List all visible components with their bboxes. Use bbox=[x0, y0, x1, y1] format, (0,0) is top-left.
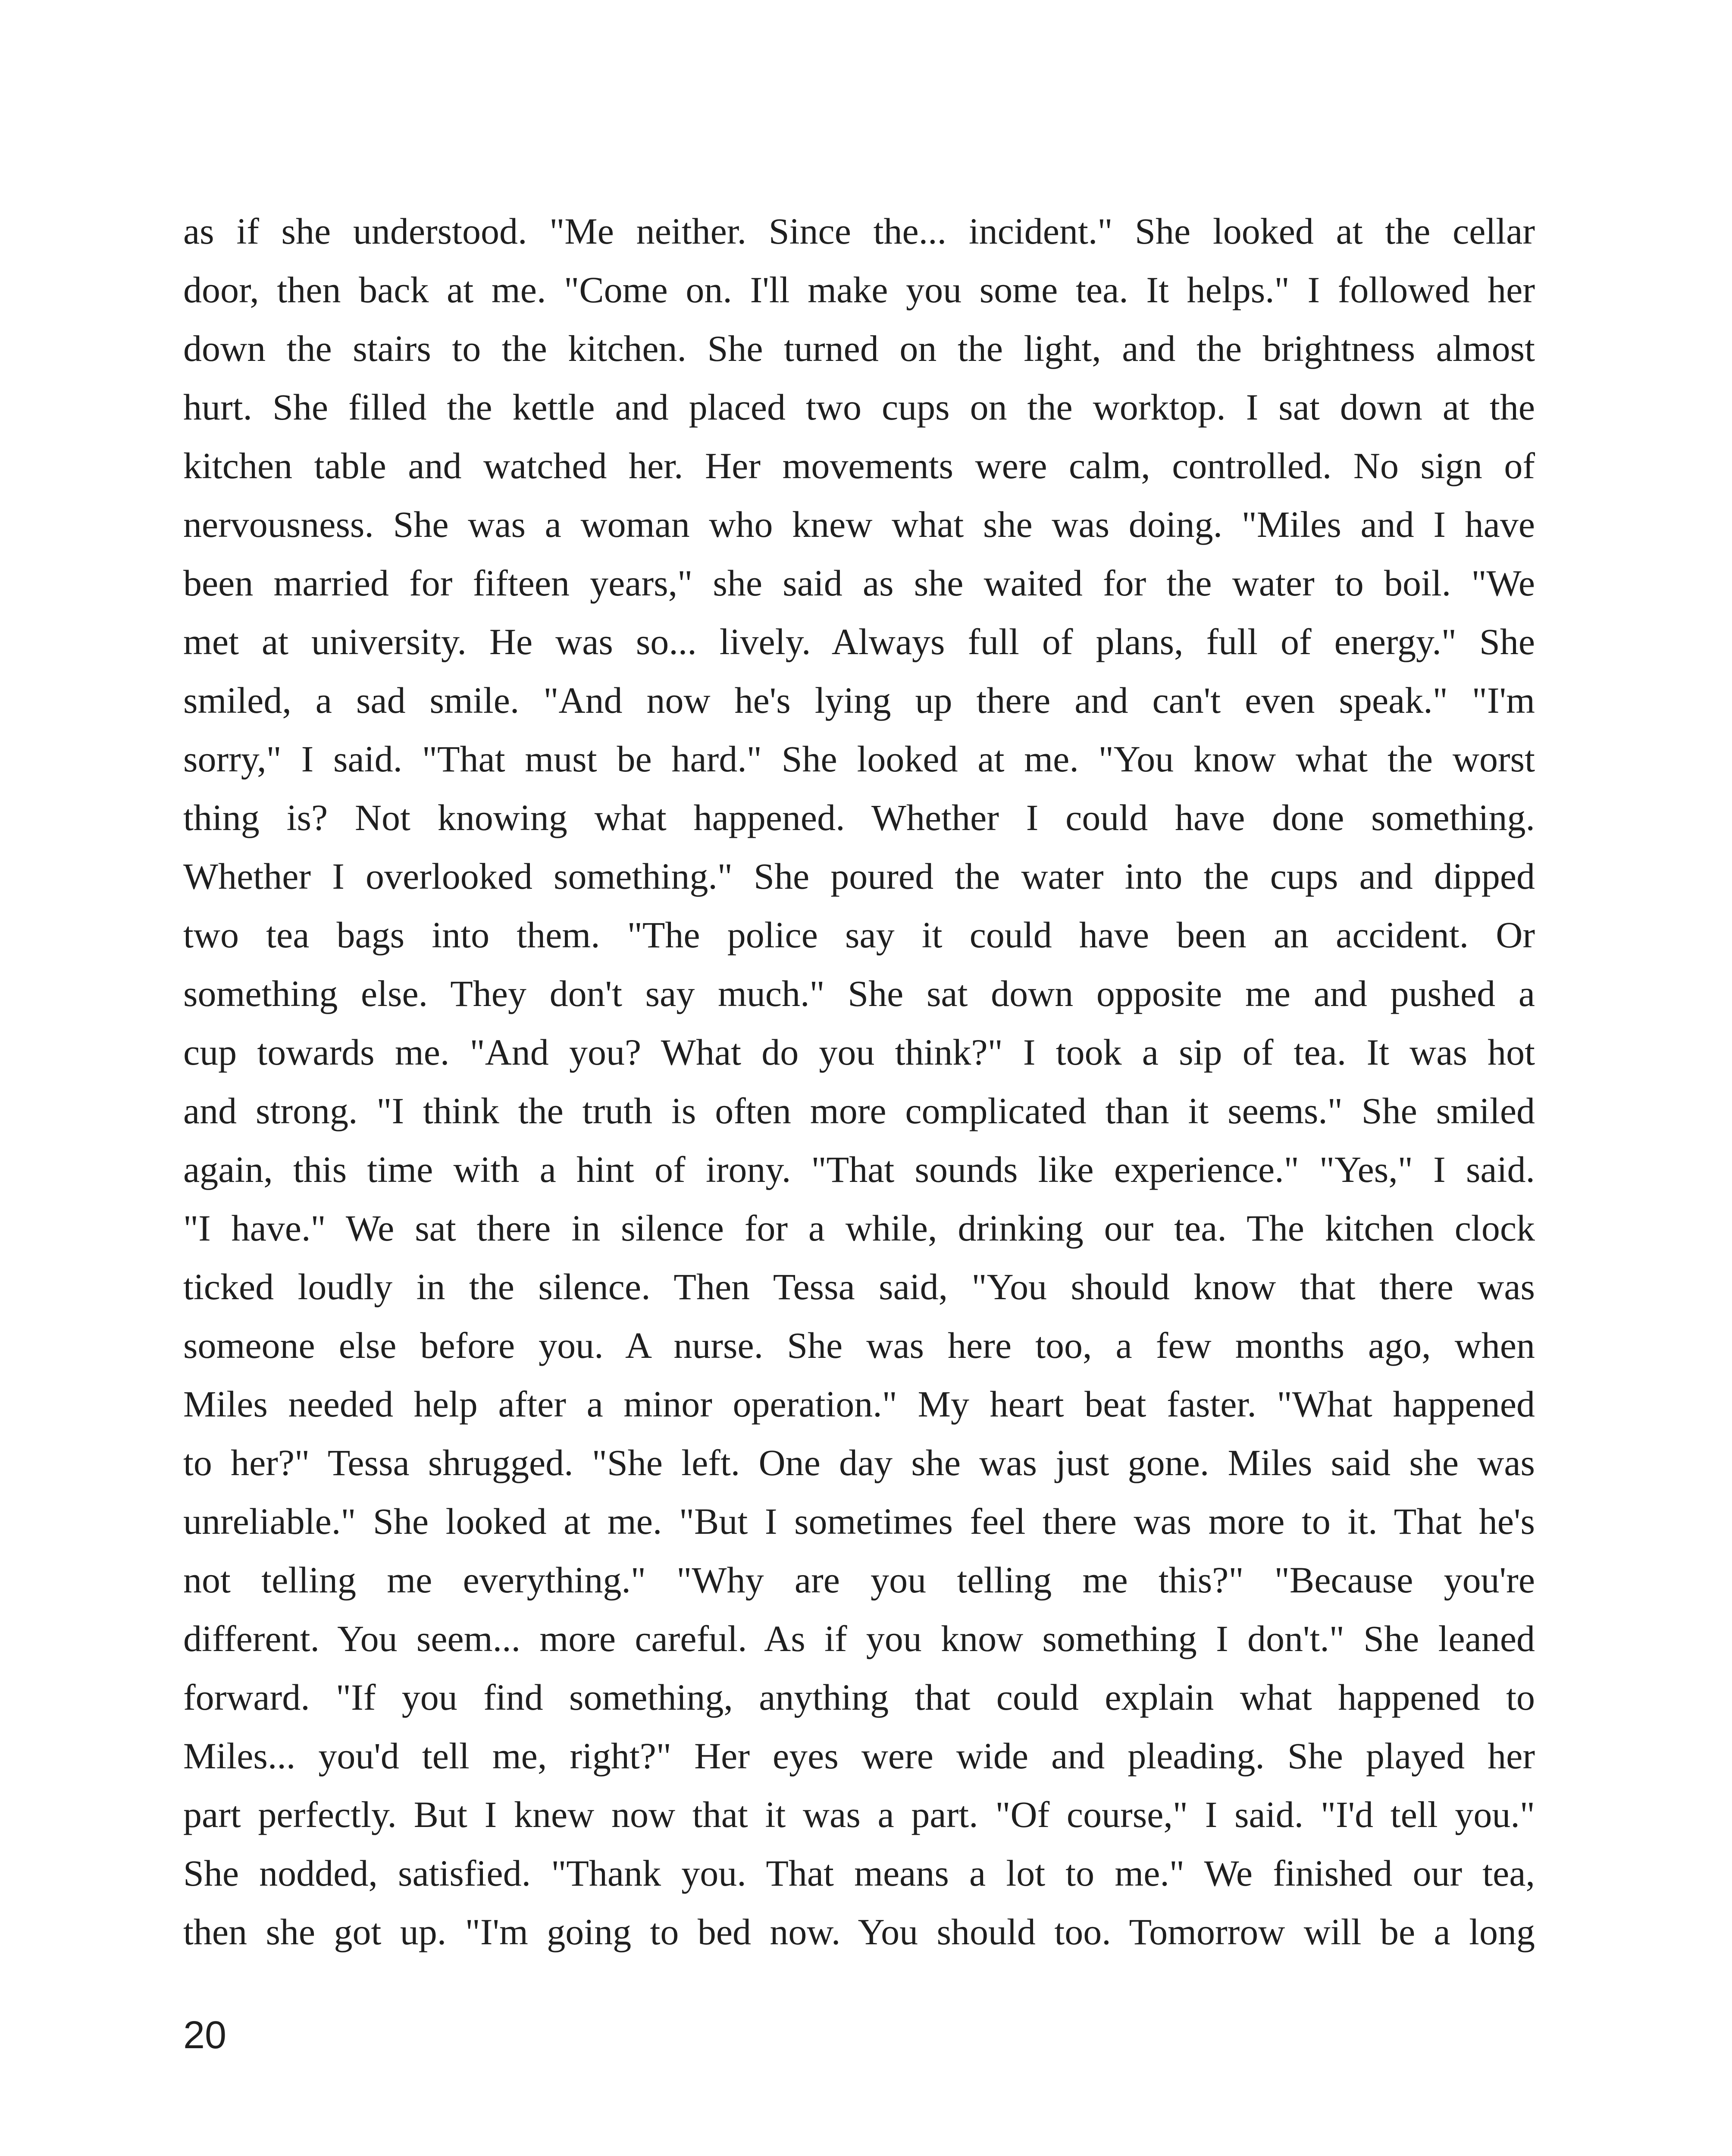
text-line: hurt. She filled the kettle and placed two cups on the worktop. I sat down at the bbox=[183, 386, 1535, 428]
text-line: something else. They don't say much." She sat down opposite me and pushed a bbox=[183, 973, 1535, 1014]
text-line: two tea bags into them. "The police say it could have been an accident. Or bbox=[183, 914, 1535, 956]
text-line: down the stairs to the kitchen. She turned on the light, and the brightness almost bbox=[183, 328, 1535, 369]
text-line: thing is? Not knowing what happened. Whether I could have done something. bbox=[183, 797, 1535, 838]
text-line: sorry," I said. "That must be hard." She looked at me. "You know what the worst bbox=[183, 738, 1535, 780]
page-number: 20 bbox=[183, 2014, 227, 2057]
text-line: part perfectly. But I knew now that it was a part. "Of course," I said. "I'd tell you." bbox=[183, 1794, 1535, 1835]
text-line: door, then back at me. "Come on. I'll make you some tea. It helps." I followed her bbox=[183, 269, 1535, 310]
text-line: Miles... you'd tell me, right?" Her eyes were wide and pleading. She played her bbox=[183, 1735, 1535, 1777]
text-line: "I have." We sat there in silence for a while, drinking our tea. The kitchen clock bbox=[183, 1207, 1535, 1249]
text-line: nervousness. She was a woman who knew what she was doing. "Miles and I have bbox=[183, 504, 1535, 545]
text-line: ticked loudly in the silence. Then Tessa said, "You should know that there was bbox=[183, 1266, 1535, 1307]
text-line: Miles needed help after a minor operation." My heart beat faster. "What happened bbox=[183, 1383, 1535, 1425]
text-line: someone else before you. A nurse. She was here too, a few months ago, when bbox=[183, 1325, 1535, 1366]
text-line: as if she understood. "Me neither. Since the... incident." She looked at the cellar bbox=[183, 210, 1535, 252]
text-line: cup towards me. "And you? What do you think?" I took a sip of tea. It was hot bbox=[183, 1031, 1535, 1073]
text-line: smiled, a sad smile. "And now he's lying up there and can't even speak." "I'm bbox=[183, 680, 1535, 721]
text-line: She nodded, satisfied. "Thank you. That means a lot to me." We finished our tea, bbox=[183, 1852, 1535, 1894]
text-line: unreliable." She looked at me. "But I sometimes feel there was more to it. That he's bbox=[183, 1501, 1535, 1542]
text-line: again, this time with a hint of irony. "That sounds like experience." "Yes," I said. bbox=[183, 1149, 1535, 1190]
text-line: not telling me everything." "Why are you telling me this?" "Because you're bbox=[183, 1559, 1535, 1601]
text-line: then she got up. "I'm going to bed now. You should too. Tomorrow will be a long bbox=[183, 1911, 1535, 1952]
text-line: kitchen table and watched her. Her movements were calm, controlled. No sign of bbox=[183, 445, 1535, 486]
text-line: met at university. He was so... lively. Always full of plans, full of energy." She bbox=[183, 621, 1535, 662]
text-line: been married for fifteen years," she said as she waited for the water to boil. "We bbox=[183, 562, 1535, 604]
text-line: different. You seem... more careful. As if you know something I don't." She leaned bbox=[183, 1618, 1535, 1659]
text-line: and strong. "I think the truth is often more complicated than it seems." She smiled bbox=[183, 1090, 1535, 1131]
body-text bbox=[183, 202, 1535, 1961]
text-line: forward. "If you find something, anything that could explain what happened to bbox=[183, 1677, 1535, 1718]
text-line: to her?" Tessa shrugged. "She left. One day she was just gone. Miles said she was bbox=[183, 1442, 1535, 1483]
text-line: Whether I overlooked something." She poured the water into the cups and dipped bbox=[183, 856, 1535, 897]
